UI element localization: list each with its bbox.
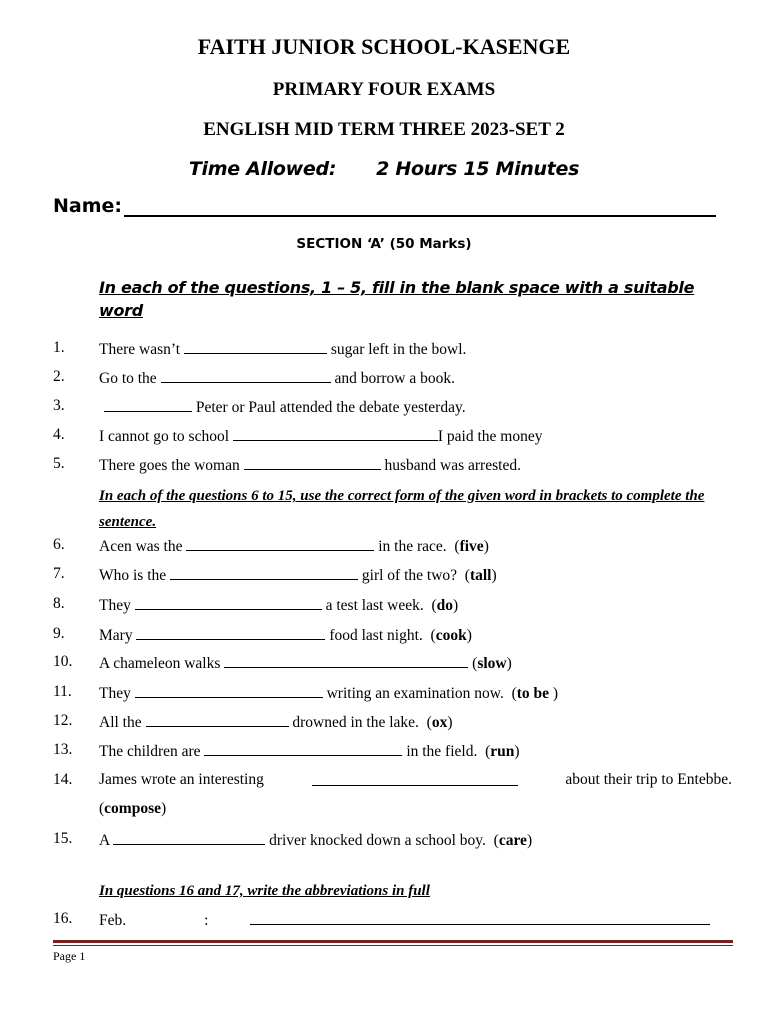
question-number: 4.	[53, 426, 65, 443]
answer-blank[interactable]	[146, 712, 289, 727]
question-number: 5.	[53, 455, 65, 472]
page-number: Page 1	[53, 949, 86, 963]
question-number: 11.	[53, 683, 72, 700]
exam-page: FAITH JUNIOR SCHOOL-KASENGE PRIMARY FOUR EXAMS ENGLISH MID TERM THREE 2023-SET 2 Time Allowed: 2 Hours 15 Minutes Name: SECTION ‘A’ (50 Marks) In each of the questions, 1 – 5, fill in the blank space with a suitable word 1. There wasn’t sugar left in the bowl. 2. Go to the and borrow a book. 3. Peter or Paul attended the debate yesterday. 4. I cannot go to school I paid the money 5. There goes the woman husband was arrested. In each of the questions 6 to 15, use the correct form of the given word in brackets to complete the sentence. 6. Acen was the in the race. (five) 7. Who is the girl of the two? (tall) 8. They a test last week. (do) 9. Mary food last night. (cook) 10. A chameleon walks (slow) 11. They writing an examination now. (to be ) 12. All the drowned in the lake. (ox) 13. The children are in the field. (run) 14. James wrote an interesting about their trip to Entebbe. (compose) 15. A driver knocked down a school boy. (care) In questions 16 and 17, write the abbreviations in full 16. Feb. : Page 1	[0, 0, 768, 1024]
answer-blank[interactable]	[204, 741, 402, 756]
word-hint: do	[436, 597, 454, 614]
paper-title: ENGLISH MID TERM THREE 2023-SET 2	[203, 119, 565, 140]
answer-blank[interactable]	[186, 536, 374, 551]
question-number: 2.	[53, 368, 65, 385]
question-number: 8.	[53, 595, 65, 612]
time-value: 2 Hours 15 Minutes	[376, 158, 580, 180]
name-field	[53, 193, 716, 217]
question-number: 10.	[53, 653, 73, 670]
question-number: 13.	[53, 741, 73, 758]
answer-blank[interactable]	[161, 368, 331, 383]
answer-blank[interactable]	[312, 771, 518, 786]
section-title: SECTION ‘A’ (50 Marks)	[296, 236, 472, 252]
exam-title: PRIMARY FOUR EXAMS	[272, 79, 496, 100]
word-hint: cook	[435, 627, 467, 644]
question-number: 15.	[53, 830, 73, 847]
answer-blank[interactable]	[136, 625, 325, 640]
answer-blank[interactable]	[113, 830, 265, 845]
answer-blank[interactable]	[250, 910, 710, 925]
word-hint: care	[498, 832, 527, 849]
question-number: 3.	[53, 397, 65, 414]
instruction-q1-5: In each of the questions, 1 – 5, fill in the blank space with a suitable word	[99, 278, 695, 320]
word-hint: compose	[104, 800, 161, 817]
answer-blank[interactable]	[104, 397, 192, 412]
question-number: 12.	[53, 712, 73, 729]
answer-blank[interactable]	[135, 683, 323, 698]
time-label: Time Allowed:	[188, 158, 337, 180]
answer-blank[interactable]	[184, 339, 327, 354]
question-number: 9.	[53, 625, 65, 642]
footer-divider	[53, 940, 733, 943]
time-allowed	[0, 158, 768, 180]
answer-blank[interactable]	[170, 565, 358, 580]
instruction-q6-15: In each of the questions 6 to 15, use the correct form of the given word in brackets to complete the sentence.	[99, 488, 705, 530]
answer-blank[interactable]	[135, 595, 322, 610]
word-hint: run	[490, 743, 515, 760]
word-hint: ox	[431, 714, 448, 731]
answer-blank[interactable]	[224, 653, 468, 668]
word-hint: tall	[469, 567, 492, 584]
name-label: Name:	[53, 195, 123, 217]
footer-divider-thin	[53, 945, 733, 946]
word-hint: five	[459, 538, 484, 555]
question-number: 7.	[53, 565, 65, 582]
instruction-q16-17: In questions 16 and 17, write the abbreviations in full	[99, 883, 430, 899]
question-number: 14.	[53, 771, 73, 788]
question-number: 6.	[53, 536, 65, 553]
school-name: FAITH JUNIOR SCHOOL-KASENGE	[197, 34, 571, 59]
question-number: 16.	[53, 910, 73, 927]
word-hint: slow	[477, 655, 507, 672]
word-hint: to be	[516, 685, 550, 702]
answer-blank[interactable]	[233, 426, 438, 441]
name-blank[interactable]	[124, 193, 716, 217]
abbreviation-term: Feb.	[99, 912, 127, 929]
answer-blank[interactable]	[244, 455, 381, 470]
question-number: 1.	[53, 339, 65, 356]
